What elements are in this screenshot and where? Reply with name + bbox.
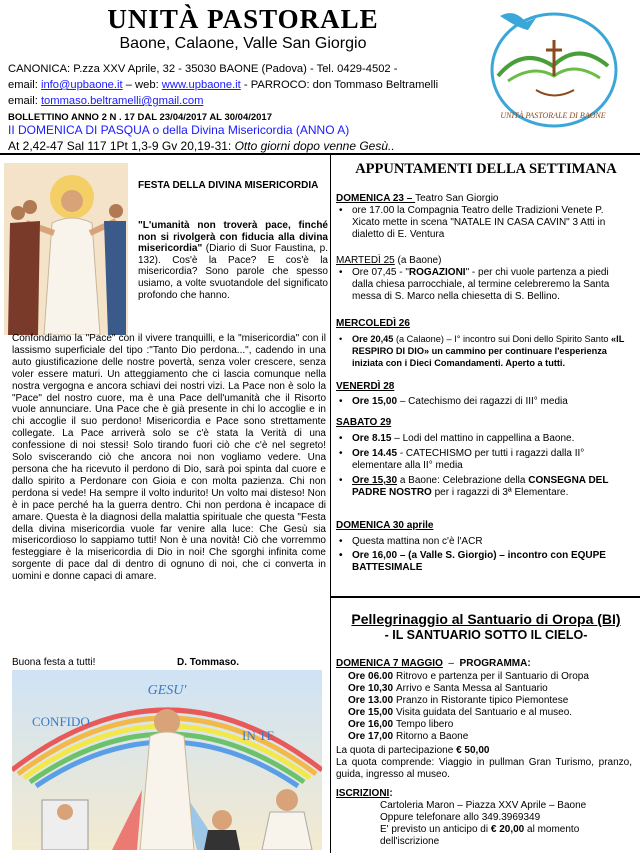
readings-refs: At 2,42-47 Sal 117 1Pt 1,3-9 Gv 20,19-31: [8,139,235,153]
email2-line [8,94,203,108]
oropa-program [336,671,632,743]
oropa-programma: PROGRAMMA: [459,658,531,669]
iscrizioni-line-1: Cartoleria Maron – Piazza XXV Aprile – Baone [380,800,587,811]
oropa-quota [336,745,632,781]
logo-text: UNITÀ PASTORALE DI BAONE [500,111,606,120]
sabato-time-2: Ore 14.45 [352,448,398,459]
email-label: email: [8,79,41,91]
intro-source: (Diario di Suor Faustina, p. 132). [138,243,328,266]
intro-rest: Cos'è la Pace? E cos'è la misericordia? Sono parole che spesso usiamo, a volte svuotandole del significato profondo che hanno. [138,254,328,301]
mercoledi-bold: «IL RESPIRO DI DIO» [352,334,625,356]
oropa-date-line [336,658,632,670]
quota-value: € 50,00 [456,745,490,756]
sabato-text-2: - CATECHISMO per tutti i ragazzi dalla II° elementare alla II° media [352,448,585,471]
martedi-place: (a Baone) [394,255,442,266]
iscrizioni-line-3: E' previsto un anticipo di € 20,00 al momento dell'iscrizione [380,824,580,847]
festa-intro [138,220,328,301]
program-row: Ore 16,00 Tempo libero [348,719,454,730]
signoff [12,657,326,668]
sabato-item-3 [336,475,632,499]
martedi-bold: ROGAZIONI [408,267,466,278]
oropa-date: DOMENICA 7 MAGGIO [336,658,443,669]
web-link[interactable]: www.upbaone.it [161,79,241,91]
quota-description: La quota comprende: Viaggio in pullman Gran Turismo, pranzo, guida, ingresso al museo. [336,757,632,780]
program-row: Ore 17,00 Ritorno a Baone [348,731,469,742]
domenica23-block [336,193,632,241]
program-row: Ore 13.00 Pranzo in Ristorante tipico Piemontese [348,695,569,706]
domenica23-item: • ore 17.00 la Compagnia Teatro delle Tradizioni Venete P. Xicato mette in scena "NATALE IN CASA CAVIN" 3 Atti in dialetto di E. Ventura [336,205,632,241]
intro-quote: "L'umanità non troverà pace, finché non si rivolgerà con fiducia alla divina misericordia" [138,220,328,255]
quota-label: La quota di partecipazione [336,745,457,756]
program-row: Ore 15,00 Visita guidata del Santuario e al museo. [348,707,573,718]
mercoledi-heading: MERCOLEDÌ 26 [336,318,410,329]
sabato-text-3: a Baone: Celebrazione della [397,475,529,486]
email2-label: email: [8,95,41,107]
martedi-pre: Ore 07,45 - " [352,267,409,278]
domenica23-place: Teatro San Giorgio [415,193,499,204]
signoff-text: Buona festa a tutti! [12,657,96,668]
page-title: UNITÀ PASTORALE [107,4,379,34]
header-divider [0,153,640,155]
sabato-heading: SABATO 29 [336,417,392,428]
sabato-item-1 [336,433,632,445]
divine-mercy-image [12,670,322,850]
domenica30-text: – (a Valle S. Giorgio) – incontro con EQUPE BATTESIMALE [352,550,606,573]
in-te-label: IN TE [242,728,275,743]
article-body: Confondiamo la "Pace" con il vivere tranquilli, e la "misericordia" con il lassismo superficiale del tipo :"Tanto Dio perdona...", cadendo in una auto giustificazione delle nostre povertà, senza voler crescere, senza voler essere maturi. Un atteggiamento che ci lascia comunque nella nostra vergogna e ancora schiavi dei nostri vizi. La Pace non è solo la "Pace" del nostro cuore, ma è una Pace dell'umanità che il Risorto vuole annunciare. Una Pace che è già presente in chi lo accoglie e in chi accoglie il suo perdono! Misericordia e Pace sono strettamente collegate. La Pace arriverà solo se c'è stata la Verità di una confessione di noi stessi! Solo tirando fuori ciò che c'è nel segreto! Solo sviscerando ciò che ancora noi non vogliamo vedere. Una persona che ha ricevuto il perdono di Dio, sarà poi spinta dal cuore e dallo spirito a Perdonare con Gioia e con molta pazienza. Chi non perdona si vede! Ha sempre il volto indurito! Un volto mai disteso! Non è in pace perché ha la guerra dentro. Chi non perdona è incapace di amare. Questa è la diagnosi della malattia spirituale che questa "Festa della divina misericordia vuole far venire alla luce: Che Gesù sia misericordioso lo sappiamo tutti! Non è una novità! Ciò che vorremmo festeggiare è la misericordia di Dio in noi! Che sgorghi infinita come sorgente di pace dal di dentro di ognuno di noi, che ci converta in uomini e donne capaci di amare. [12,333,326,583]
page-subtitle: Baone, Calaone, Valle San Giorgio [119,35,367,52]
program-row: Ore 06.00 Ritrovo e partenza per il Santuario di Oropa [348,671,589,682]
domenica30-block [336,520,632,574]
mercoledi-text: (a Calaone) – I° incontro sui Doni dello Spirito Santo [393,334,612,344]
sabato-block [336,417,632,499]
mercoledi-rest: un cammino per continuare l'esperienza iniziata con i Dieci Comandamenti. Aperto a tutti. [352,346,607,368]
venerdi-text: – Catechismo dei ragazzi di III° media [397,396,568,407]
sabato-item-2 [336,448,632,472]
domenica23-heading: DOMENICA 23 – [336,193,416,204]
domenica30-item-2 [336,550,632,574]
author-name: D. Tommaso. [177,657,240,668]
oropa-iscrizioni [336,788,632,848]
canonica-line: CANONICA: P.zza XXV Aprile, 32 - 35030 BAONE (Padova) - Tel. 0429-4502 - [8,63,398,75]
domenica30-time: Ore 16,00 [352,550,398,561]
sabato-time-1: Ore 8.15 [352,433,392,444]
venerdi-heading: VENERDÌ 28 [336,381,395,392]
gesu-label: GESU' [147,683,187,698]
martedi-heading: MARTEDÌ 25 [336,255,395,266]
domenica30-heading: DOMENICA 30 aprile [336,520,434,531]
venerdi-time: Ore 15,00 [352,396,398,407]
iscrizioni-line-2: Oppure telefonare allo 349.3969349 [380,812,541,823]
appointments-title: APPUNTAMENTI DELLA SETTIMANA [355,161,617,177]
program-row: Ore 10,30 Arrivo e Santa Messa al Santuario [348,683,548,694]
email2-link[interactable]: tommaso.beltramelli@gmail.com [40,95,204,107]
oropa-subtitle: - IL SANTUARIO SOTTO IL CIELO- [384,628,588,642]
domenica-line: II DOMENICA DI PASQUA o della Divina Misericordia (ANNO A) [8,123,350,137]
sabato-text-1: – Lodi del mattino in cappellina a Baone. [391,433,575,444]
festa-title: FESTA DELLA DIVINA MISERICORDIA [138,180,319,191]
readings-quote: Otto giorni dopo venne Gesù.. [234,139,395,153]
email-link[interactable]: info@upbaone.it [40,79,123,91]
confido-label: CONFIDO [32,714,90,729]
section-divider [331,596,640,598]
venerdi-item [336,396,632,408]
sabato-bold-3: CONSEGNA DEL PADRE NOSTRO [352,475,609,498]
column-divider [330,155,331,853]
mercoledi-time: Ore 20,45 [352,334,394,344]
contact-line [8,78,438,92]
martedi-block [336,255,632,303]
parroco-text: - PARROCO: don Tommaso Beltramelli [240,79,439,91]
readings-line [8,139,395,153]
sabato-time-3: Ore 15,30 [352,475,398,486]
risen-christ-image [4,163,128,335]
venerdi-block [336,381,632,408]
martedi-item [336,267,632,303]
header [8,2,478,152]
martedi-text: " - per chi vuole partenza a piedi dalla chiesa parrocchiale, al termine celebreremo la Santa messa di S. Marco nella chiesetta di S. Bellino. [352,267,610,302]
mercoledi-item [336,333,632,369]
web-label: – web: [122,79,162,91]
iscrizioni-label: ISCRIZIONI [336,788,390,799]
oropa-title: Pellegrinaggio al Santuario di Oropa (BI) [351,611,621,627]
sabato-rest-3: per i ragazzi di 3ª Elementare. [431,487,569,498]
mercoledi-block [336,318,632,369]
domenica30-item-1: • Questa mattina non c'è l'ACR [336,536,632,548]
iscrizioni-colon: : [389,788,393,799]
oropa-dash: – [442,658,460,669]
logo-image [478,6,628,136]
bollettino-line: BOLLETTINO ANNO 2 N . 17 DAL 23/04/2017 AL 30/04/2017 [8,112,272,123]
